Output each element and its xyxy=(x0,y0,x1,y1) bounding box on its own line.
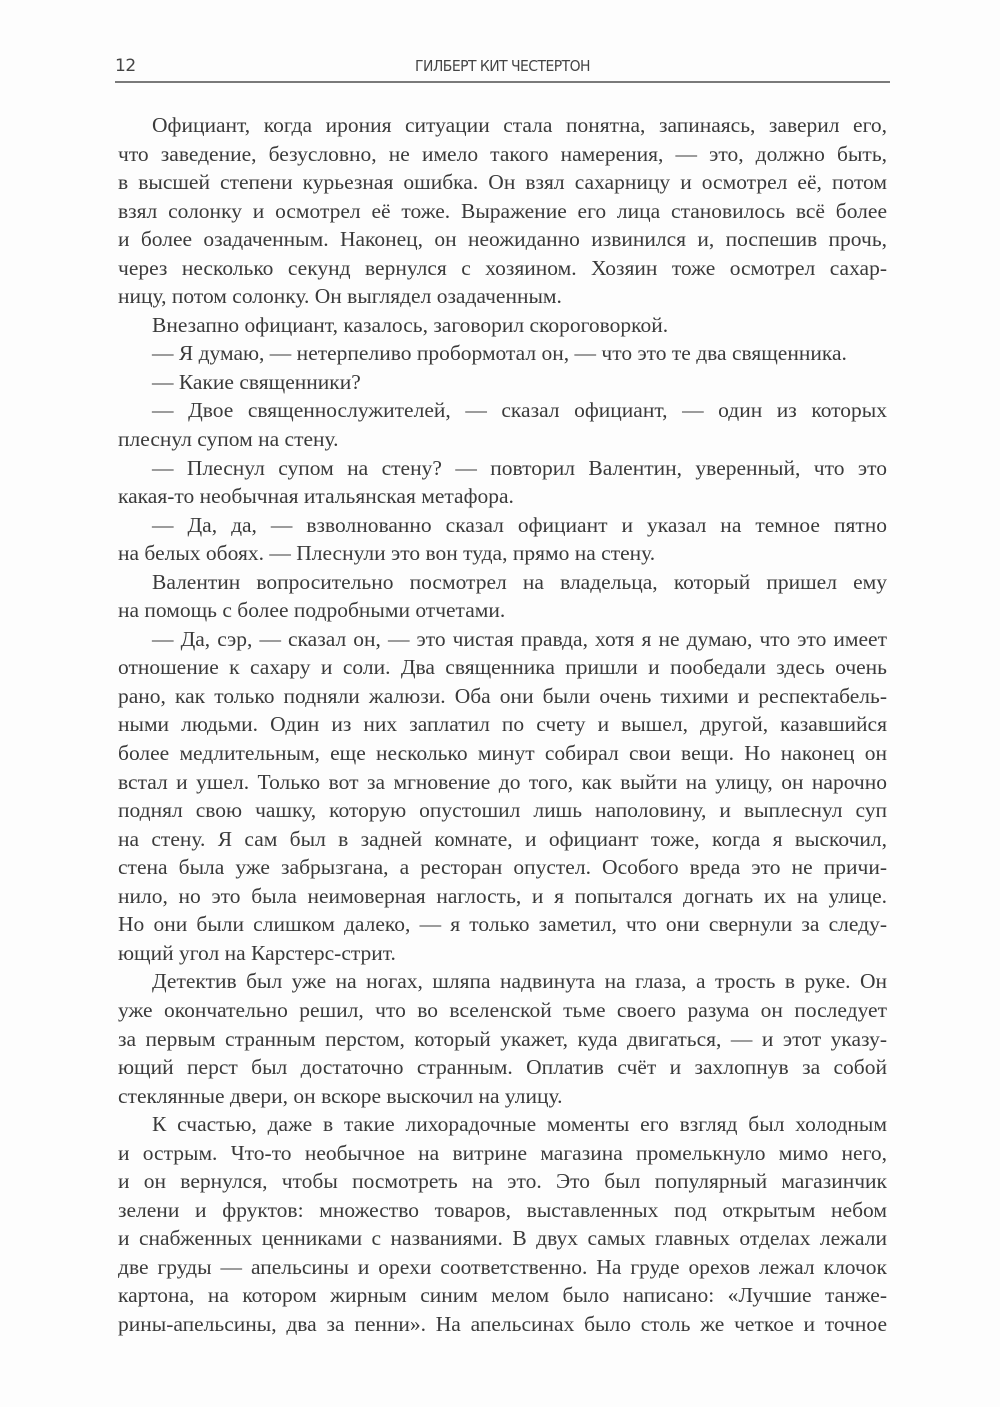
text-line: — Двое священнослужителей, — сказал официант, — один из которых xyxy=(152,398,887,423)
text-line: более медлительным, еще несколько минут собирал свои вещи. Но наконец он xyxy=(118,741,887,766)
text-line: ными людьми. Один из них заплатил по счету и вышел, другой, казавшийся xyxy=(118,712,887,737)
text-line: за первым странным перстом, который укажет, куда двигаться, — и этот указу- xyxy=(118,1026,887,1051)
text-line: Детектив был уже на ногах, шляпа надвинута на глаза, а трость в руке. Он xyxy=(152,969,887,994)
text-line: Официант, когда ирония ситуации стала понятна, запинаясь, заверил его, xyxy=(152,113,887,137)
text-line: К счастью, даже в такие лихорадочные моменты его взгляд был холодным xyxy=(152,1112,887,1137)
text-line: отношение к сахару и соли. Два священника пришли и пообедали здесь очень xyxy=(118,655,887,680)
text-line: и снабженных ценниками с названиями. В двух самых главных отделах лежали xyxy=(118,1226,887,1251)
text-line: ницу, потом солонку. Он выглядел озадаченным. xyxy=(118,284,562,309)
text-line: через несколько секунд вернулся с хозяином. Хозяин тоже осмотрел сахар- xyxy=(118,255,887,280)
text-line: нило, но это была неимоверная наглость, и я попытался догнать их на улице. xyxy=(118,883,887,908)
text-line: рины-апельсины, два за пенни». На апельсинах было столь же четкое и точное xyxy=(118,1311,887,1336)
text-line: поднял свою чашку, которую опустошил лишь наполовину, и выплеснул суп xyxy=(118,798,887,823)
text-line: уже окончательно решил, что во вселенской тьме своего разума он последует xyxy=(118,997,887,1022)
body-text xyxy=(118,111,887,1339)
text-line: Но они были слишком далеко, — я только заметил, что они свернули за следу- xyxy=(118,912,887,937)
text-line: на помощь с более подробными отчетами. xyxy=(118,598,506,623)
text-line: Внезапно официант, казалось, заговорил скороговоркой. xyxy=(152,312,669,337)
text-line: ющий перст был достаточно странным. Оплатив счёт и захлопнув за собой xyxy=(118,1055,887,1080)
text-line: в высшей степени курьезная ошибка. Он взял сахарницу и осмотрел её, потом xyxy=(118,170,887,195)
text-line: рано, как только подняли жалюзи. Оба они были очень тихими и респектабель- xyxy=(118,683,887,708)
text-line: какая-то необычная итальянская метафора. xyxy=(118,484,514,509)
text-line: две груды — апельсины и орехи соответственно. На груде орехов лежал клочок xyxy=(118,1254,887,1279)
text-line: — Какие священники? xyxy=(152,369,361,394)
text-line: — Да, да, — взволнованно сказал официант и указал на темное пятно xyxy=(152,512,887,537)
text-line: что заведение, безусловно, не имело такого намерения, — это, должно быть, xyxy=(118,141,887,166)
text-line: плеснул супом на стену. xyxy=(118,427,339,452)
text-line: стена была уже забрызгана, а ресторан опустел. Особого вреда это не причи- xyxy=(118,855,887,880)
header-rule xyxy=(115,81,890,83)
text-line: Валентин вопросительно посмотрел на владельца, который пришел ему xyxy=(152,569,887,594)
text-line: встал и ушел. Только вот за мгновение до того, как выйти на улицу, он нарочно xyxy=(118,769,887,794)
page-header xyxy=(115,56,890,80)
text-line: стеклянные двери, он вскоре выскочил на улицу. xyxy=(118,1083,563,1108)
text-line: на стену. Я сам был в задней комнате, и официант тоже, когда я выскочил, xyxy=(118,826,887,851)
text-line: ющий угол на Карстерс-стрит. xyxy=(118,940,396,965)
text-line: — Плеснул супом на стену? — повторил Валентин, уверенный, что это xyxy=(152,455,887,480)
text-line: зелени и фруктов: множество товаров, выставленных под открытым небом xyxy=(118,1197,887,1222)
text-line: картона, на котором жирным синим мелом было написано: «Лучшие танже- xyxy=(118,1283,887,1308)
text-line: — Да, сэр, — сказал он, — это чистая правда, хотя я не думаю, что это имеет xyxy=(152,626,887,651)
running-title: ГИЛБЕРТ КИТ ЧЕСТЕРТОН xyxy=(414,57,590,75)
text-line: и более озадаченным. Наконец, он неожиданно извинился и, поспешив прочь, xyxy=(118,227,887,252)
text-line: взял солонку и осмотрел её тоже. Выражение его лица становилось всё более xyxy=(118,198,887,223)
page-number: 12 xyxy=(115,56,136,76)
text-line: — Я думаю, — нетерпеливо пробормотал он, — что это те два священника. xyxy=(152,341,847,366)
text-line: на белых обоях. — Плеснули это вон туда, прямо на стену. xyxy=(118,541,656,566)
text-line: и острым. Что-то необычное на витрине магазина промелькнуло мимо него, xyxy=(118,1140,887,1165)
text-line: и он вернулся, чтобы посмотреть на это. Это был популярный магазинчик xyxy=(118,1169,887,1194)
